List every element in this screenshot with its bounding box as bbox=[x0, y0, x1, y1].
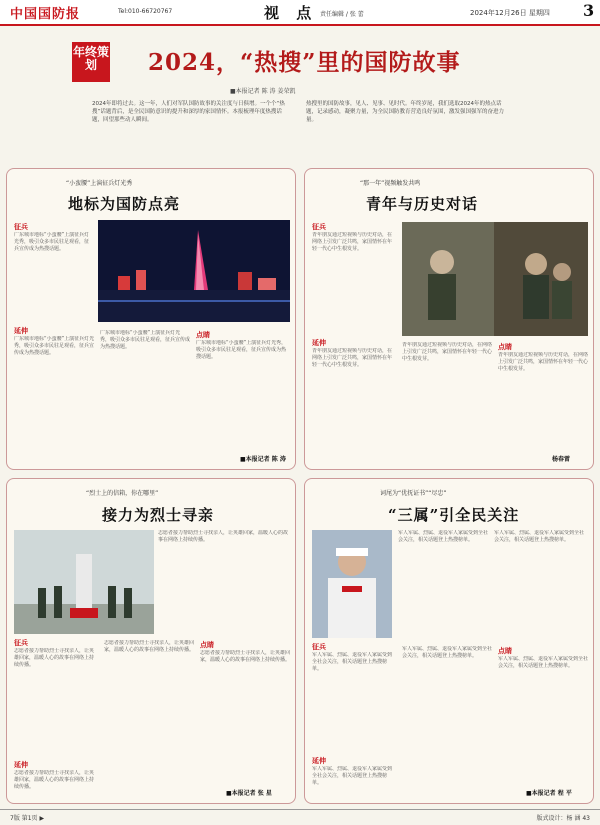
lead-col-1: 2024年即将过去。这一年，人们对军队国防故事的关注度与日俱增。一个个“热搜”话题背后，是全民国防意识的提升和深厚的家国情怀。本报梳理年度热搜话题，回望那些动人瞬间。 bbox=[92, 101, 285, 123]
landmark-tag-2: 延伸 bbox=[14, 326, 28, 335]
youth-kicker: “那一年”视频触发共鸣 bbox=[360, 180, 421, 187]
families-text-2: 军人军属、烈属、退役军人家属受到全社会关注，相关话题登上热搜榜单。 bbox=[494, 530, 585, 544]
martyr-tag-3: 点睛 bbox=[200, 640, 214, 649]
byline: ■本报记者 陈 涛 姜荣凯 bbox=[230, 88, 296, 95]
families-text-6: 军人军属、烈属、退役军人家属受到全社会关注，相关话题登上热搜榜单。 bbox=[498, 656, 588, 670]
memorial-photo bbox=[14, 530, 154, 634]
martyr-kicker: “烈士上的信箱，你在哪里” bbox=[86, 490, 159, 497]
lead-paragraph bbox=[92, 100, 510, 158]
martyr-text-3: 志愿者接力帮助烈士寻找亲人，让英雄回家，温暖人心的故事在网络上持续传播。 bbox=[104, 640, 194, 654]
masthead bbox=[0, 0, 600, 26]
families-text-4: 军人军属、烈属、退役军人家属受到全社会关注，相关话题登上热搜榜单。 bbox=[312, 766, 393, 787]
footer-left: 7版 第1页 ▶ bbox=[10, 815, 45, 822]
martyr-text-1: 志愿者接力帮助烈士寻找亲人，让英雄回家，温暖人心的故事在网络上持续传播。 bbox=[14, 648, 95, 669]
landmark-text-2: 广东城市地标“小蛮腰”上演征兵灯光秀，吸引众多市民驻足观看，征兵宣传成为热搜话题。 bbox=[14, 336, 95, 357]
phone-number: Tel:010-66720767 bbox=[118, 8, 173, 15]
youth-tag-2: 延伸 bbox=[312, 338, 326, 347]
youth-author: 杨春雷 bbox=[552, 456, 571, 463]
families-text-3: 军人军属、烈属、退役军人家属受到全社会关注，相关话题登上热搜榜单。 bbox=[312, 652, 393, 673]
officer-photo bbox=[312, 530, 392, 638]
youth-history-illustration bbox=[402, 222, 588, 336]
landmark-text-4: 广东城市地标“小蛮腰”上演征兵灯光秀，吸引众多市民驻足观看，征兵宣传成为热搜话题。 bbox=[196, 340, 287, 361]
youth-tag-3: 点睛 bbox=[498, 342, 512, 351]
landmark-text-3: 广东城市地标“小蛮腰”上演征兵灯光秀，吸引众多市民驻足观看，征兵宣传成为热搜话题。 bbox=[100, 330, 190, 351]
year-end-badge: 年终策划 bbox=[72, 42, 110, 82]
canton-tower-photo bbox=[98, 220, 290, 322]
section-title: 视 点 bbox=[264, 4, 318, 22]
lead-col-2: 热搜里的国防故事，见人、见事、见时代。年终岁尾，我们选取2024年的热点话题，记录感动，凝聚力量，为全民国防教育营造良好氛围，激发强国强军的奋进力量。 bbox=[306, 101, 505, 123]
families-kicker: 词尾为“优抚证书”“尽忠” bbox=[380, 490, 447, 497]
martyr-text-2: 志愿者接力帮助烈士寻找亲人，让英雄回家，温暖人心的故事在网络上持续传播。 bbox=[14, 770, 95, 791]
footer-right: 版式设计：杨 涵 43 bbox=[536, 815, 590, 822]
families-title: “三属”引全民关注 bbox=[388, 506, 520, 524]
landmark-kicker: “小蛮腰”上演征兵灯光秀 bbox=[66, 180, 133, 187]
martyr-text-5: 志愿者接力帮助烈士寻找亲人，让英雄回家，温暖人心的故事在网络上持续传播。 bbox=[200, 650, 290, 664]
families-tag-3: 点睛 bbox=[498, 646, 512, 655]
youth-text-1: 青年朋友通过短视频与历史对话，在网络上引发广泛共鸣，家国情怀在年轻一代心中生根发芽。 bbox=[312, 232, 393, 253]
youth-text-2: 青年朋友通过短视频与历史对话，在网络上引发广泛共鸣，家国情怀在年轻一代心中生根发芽。 bbox=[312, 348, 393, 369]
landmark-author: ■本报记者 陈 涛 bbox=[240, 456, 286, 463]
families-author: ■本报记者 程 平 bbox=[526, 790, 572, 797]
families-text-5: 军人军属、烈属、退役军人家属受到全社会关注，相关话题登上热搜榜单。 bbox=[402, 646, 492, 660]
landmark-title: 地标为国防点亮 bbox=[68, 195, 181, 213]
page-number: 3 bbox=[583, 1, 595, 20]
main-headline: 2024，“热搜”里的国防故事 bbox=[148, 49, 461, 76]
canton-tower-illustration bbox=[98, 220, 290, 322]
landmark-text-1: 广东城市地标“小蛮腰”上演征兵灯光秀，吸引众多市民驻足观看，征兵宣传成为热搜话题。 bbox=[14, 232, 90, 253]
martyr-title: 接力为烈士寻亲 bbox=[102, 506, 215, 524]
families-text-1: 军人军属、烈属、退役军人家属受到全社会关注，相关话题登上热搜榜单。 bbox=[398, 530, 488, 544]
youth-history-photo bbox=[402, 222, 588, 336]
youth-tag-1: 征兵 bbox=[312, 222, 326, 231]
memorial-illustration bbox=[14, 530, 154, 634]
families-tag-1: 征兵 bbox=[312, 642, 326, 651]
editor-credit: 责任编辑 / 张 蕾 bbox=[320, 11, 364, 18]
issue-date: 2024年12月26日 星期四 bbox=[470, 9, 550, 17]
youth-text-4: 青年朋友通过短视频与历史对话，在网络上引发广泛共鸣，家国情怀在年轻一代心中生根发芽。 bbox=[498, 352, 588, 373]
newspaper-brand: 中国国防报 bbox=[10, 7, 81, 22]
landmark-tag-3: 点睛 bbox=[196, 330, 210, 339]
footer bbox=[0, 809, 600, 825]
martyr-tag-2: 延伸 bbox=[14, 760, 28, 769]
youth-text-3: 青年朋友通过短视频与历史对话，在网络上引发广泛共鸣，家国情怀在年轻一代心中生根发芽。 bbox=[402, 342, 492, 363]
martyr-text-4: 志愿者接力帮助烈士寻找亲人，让英雄回家，温暖人心的故事在网络上持续传播。 bbox=[158, 530, 289, 544]
officer-illustration bbox=[312, 530, 392, 638]
martyr-author: ■本报记者 张 星 bbox=[226, 790, 272, 797]
families-tag-2: 延伸 bbox=[312, 756, 326, 765]
martyr-tag-1: 征兵 bbox=[14, 638, 28, 647]
youth-title: 青年与历史对话 bbox=[366, 195, 479, 213]
landmark-tag-1: 征兵 bbox=[14, 222, 28, 231]
